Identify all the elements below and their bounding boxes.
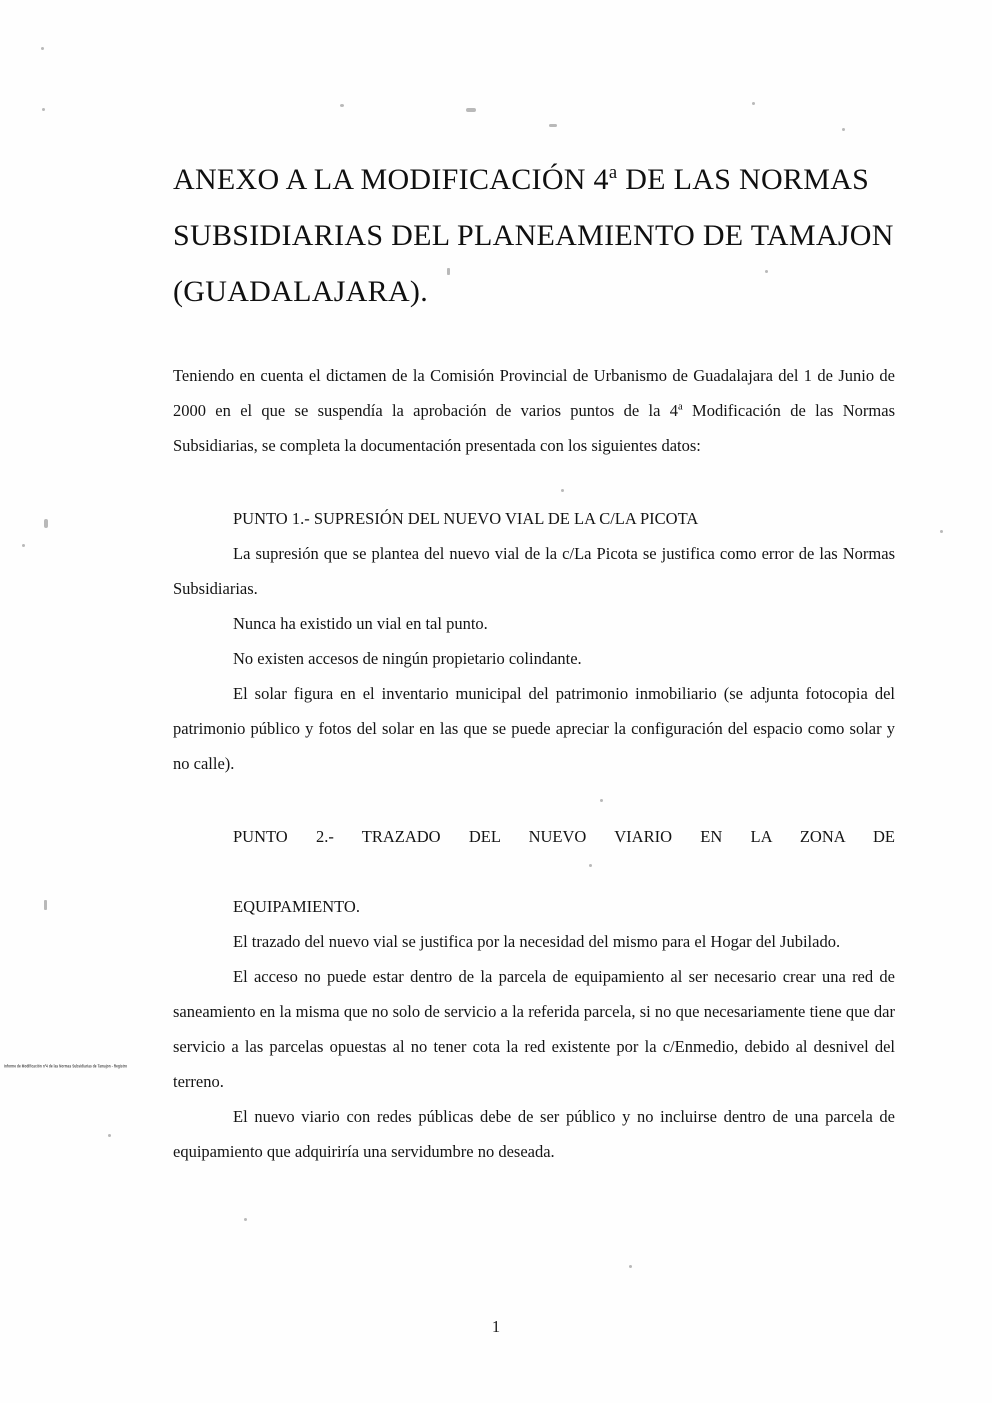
section-punto-1-paragraph-1: La supresión que se plantea del nuevo vial de la c/La Picota se justifica como error de las Normas Subsidiarias. <box>173 544 895 598</box>
intro-paragraph <box>173 358 895 463</box>
page-number: 1 <box>491 1317 501 1336</box>
section-punto-2-heading-line-2: EQUIPAMIENTO. <box>233 897 360 916</box>
scan-speckle <box>940 530 943 533</box>
scan-speckle <box>629 1265 632 1268</box>
section-punto-1-paragraph-2: Nunca ha existido un vial en tal punto. <box>233 614 488 633</box>
intro-part-1: Teniendo en cuenta el dictamen de la Comisión Provincial de Urbanismo de Guadalajara del 1 de Junio de 2000 en el que se suspendía la aprobación de varios puntos de la 4 <box>173 366 895 420</box>
scan-speckle <box>42 108 45 111</box>
section-punto-2-heading-line-1: PUNTO 2.- TRAZADO DEL NUEVO VIARIO EN LA ZONA DE <box>233 827 895 846</box>
title-line-3: (GUADALAJARA). <box>173 275 429 308</box>
scan-speckle <box>108 1134 111 1137</box>
margin-registry-stamp: Informe de Modificación nº4 de las Normas Subsidiarias de Tamajon - Registro <box>4 1062 128 1069</box>
intro-block <box>173 358 895 463</box>
page-title <box>173 0 895 320</box>
intro-ordinal-superscript: a <box>677 400 683 413</box>
section-punto-1-heading: PUNTO 1.- SUPRESIÓN DEL NUEVO VIAL DE LA C/LA PICOTA <box>233 509 699 528</box>
section-punto-2-paragraph-2: El acceso no puede estar dentro de la parcela de equipamiento al ser necesario crear una red de saneamiento en la misma que no solo de servicio a la referida parcela, si no que necesariamente tiene que dar servicio a las parcelas opuestas al no tener cota la red existente por la c/Enmedio, debido al desnivel del terreno. <box>173 967 895 1091</box>
section-punto-2-paragraph-3: El nuevo viario con redes públicas debe de ser público y no incluirse dentro de una parcela de equipamiento que adquiriría una servidumbre no deseada. <box>173 1107 895 1161</box>
title-line-1-suffix: DE LAS NORMAS <box>617 163 870 196</box>
intro-part-2: Modificación de las Normas Subsidiarias, se completa la documentación presentada con los siguientes datos: <box>173 401 895 455</box>
scan-speckle <box>44 519 48 528</box>
section-punto-1 <box>173 501 895 781</box>
section-punto-1-paragraph-4: El solar figura en el inventario municipal del patrimonio inmobiliario (se adjunta fotocopia del patrimonio público y fotos del solar en las que se puede apreciar la configuración del espacio como solar y no calle). <box>173 684 895 773</box>
title-line-2: SUBSIDIARIAS DEL PLANEAMIENTO DE TAMAJON <box>173 219 894 252</box>
scan-speckle <box>41 47 44 50</box>
title-ordinal-superscript: a <box>608 162 618 183</box>
section-punto-2 <box>173 819 895 1169</box>
section-punto-2-paragraph-1: El trazado del nuevo vial se justifica por la necesidad del mismo para el Hogar del Jubilado. <box>233 932 841 951</box>
scan-speckle <box>22 544 25 547</box>
scan-speckle <box>44 900 47 910</box>
scan-speckle <box>244 1218 247 1221</box>
section-punto-1-paragraph-3: No existen accesos de ningún propietario colindante. <box>233 649 582 668</box>
document-body <box>173 0 895 1169</box>
title-line-1-prefix: ANEXO A LA MODIFICACIÓN 4 <box>173 163 609 196</box>
